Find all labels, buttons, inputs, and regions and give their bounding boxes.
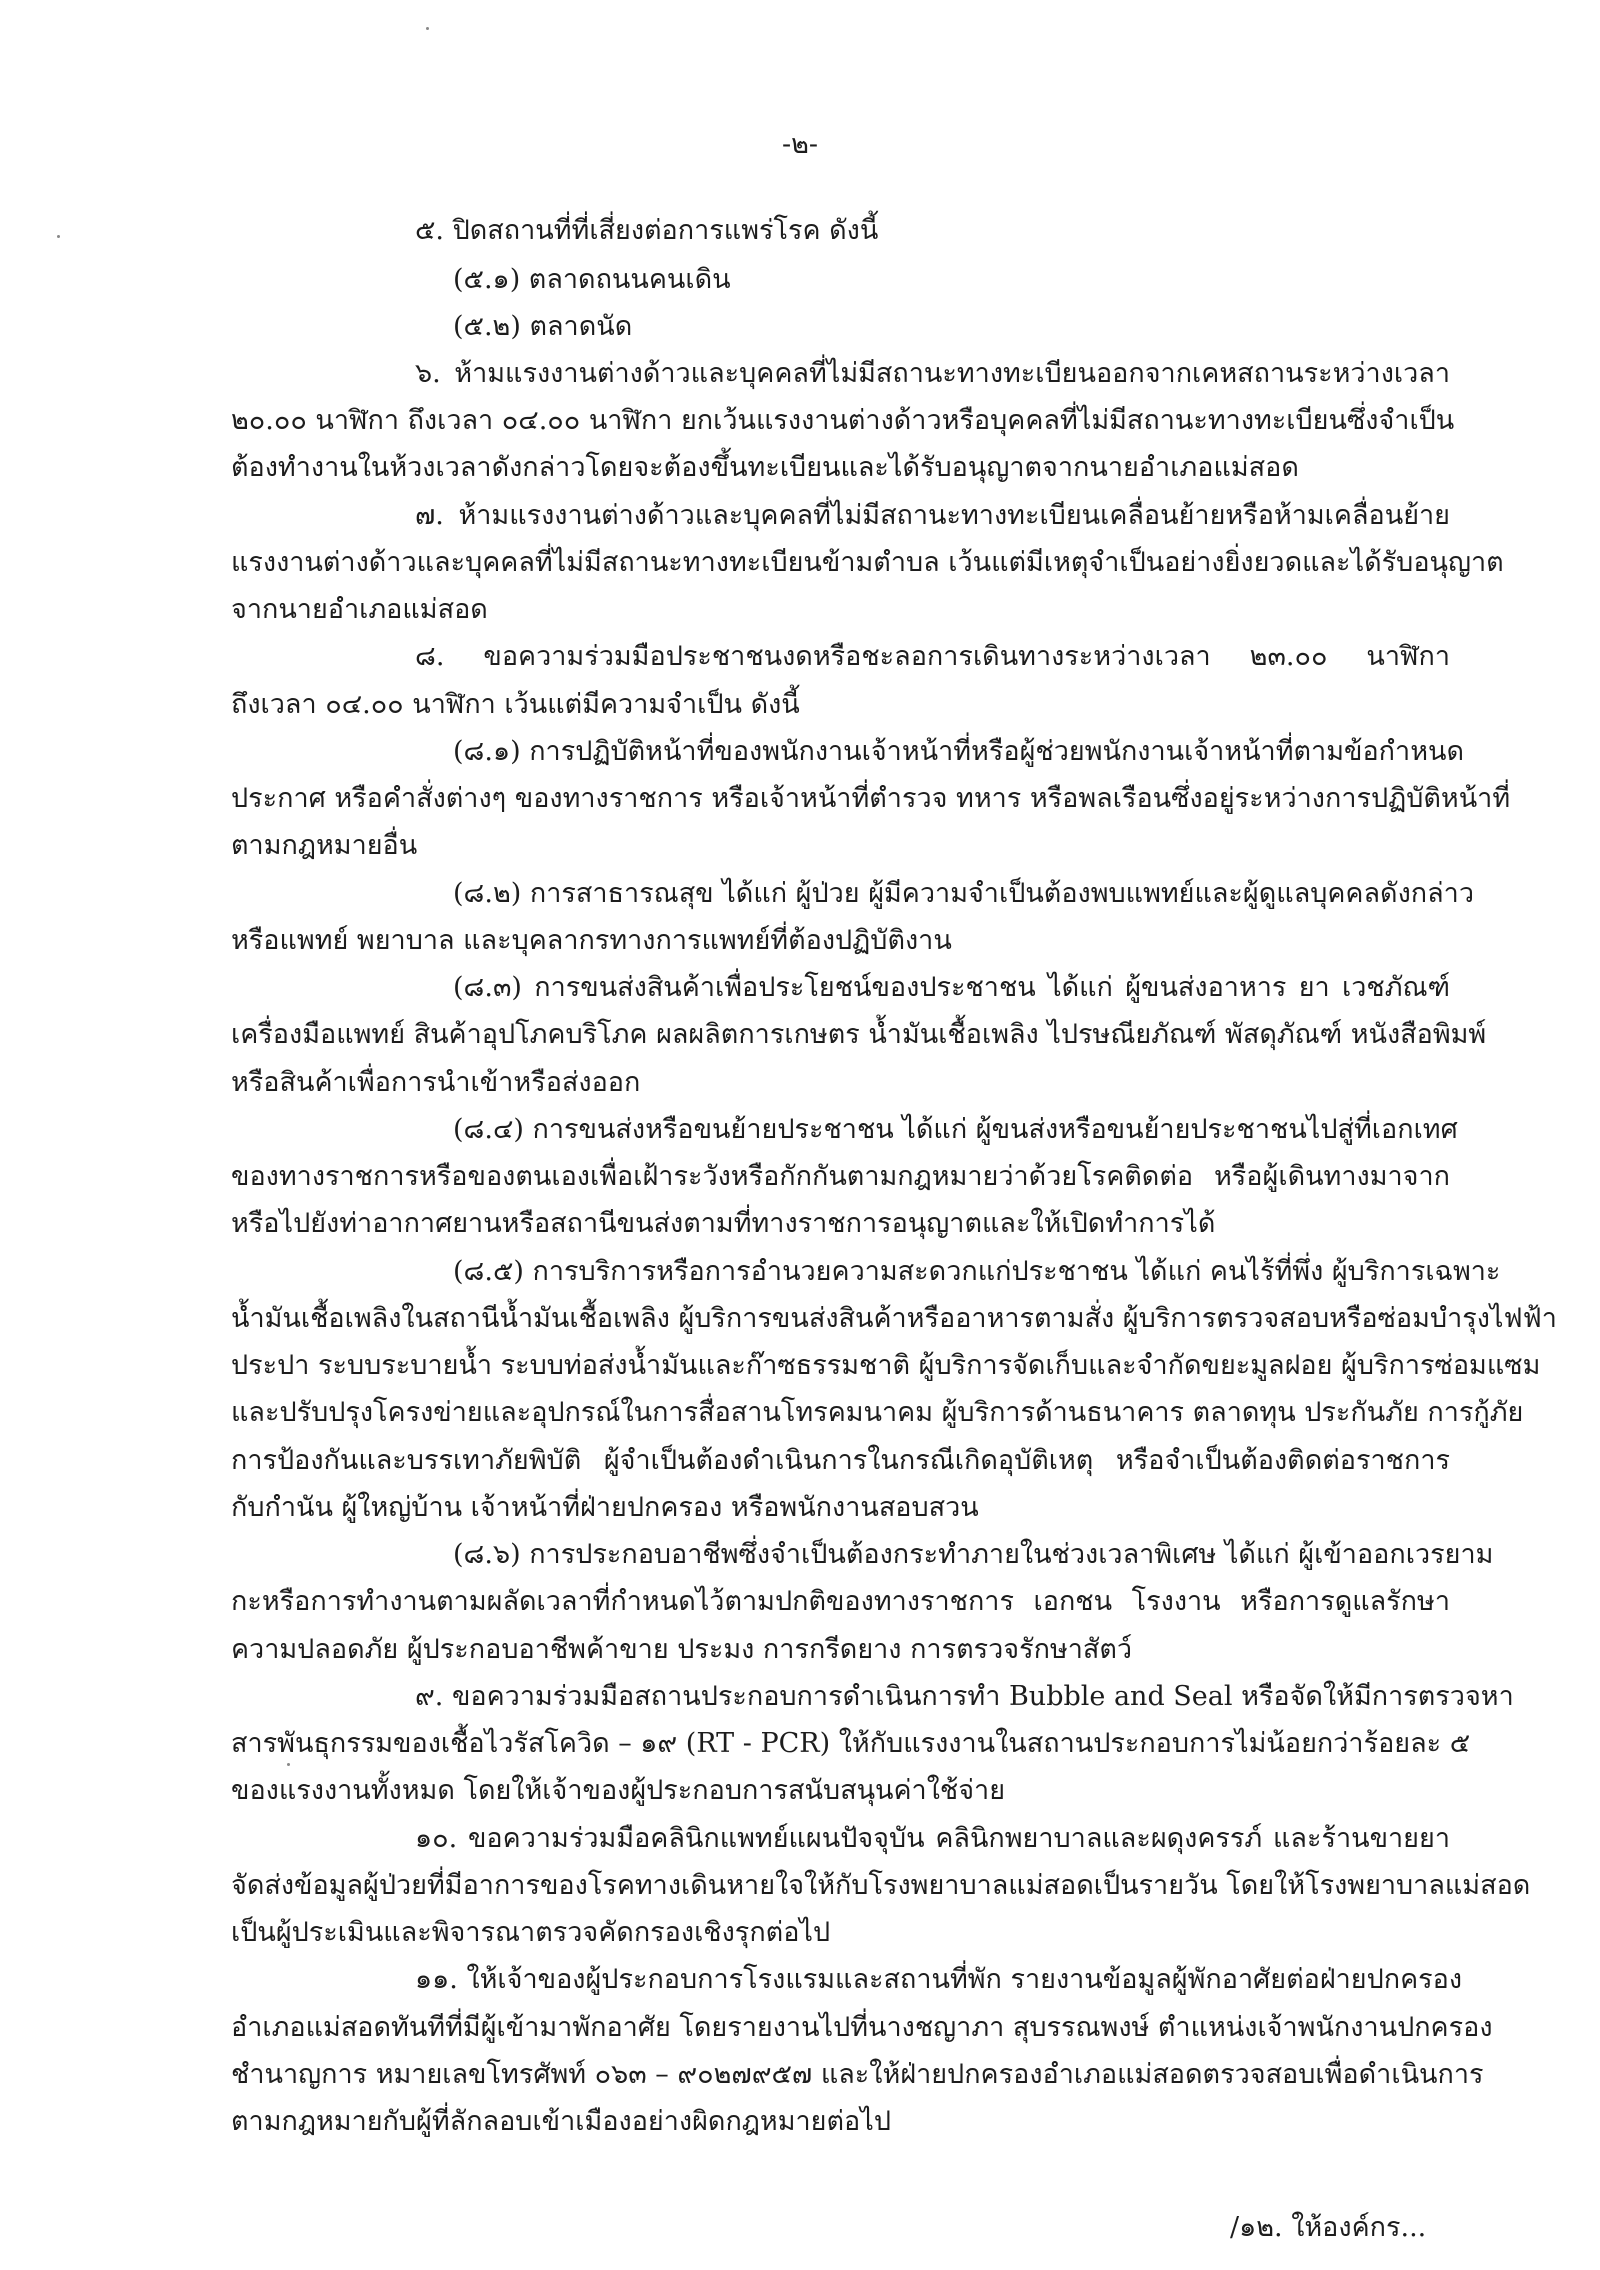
text-line: (๘.๒) การสาธารณสุข ได้แก่ ผู้ป่วย ผู้มีความจำเป็นต้องพบแพทย์และผู้ดูแลบุคคลดังกล่าว — [453, 878, 1474, 909]
text-line: ๙. ขอความร่วมมือสถานประกอบการดำเนินการทำ Bubble and Seal หรือจัดให้มีการตรวจหา — [415, 1681, 1514, 1712]
page-number: -๒- — [781, 129, 819, 160]
text-line: ความปลอดภัย ผู้ประกอบอาชีพค้าขาย ประมง การกรีดยาง การตรวจรักษาสัตว์ — [231, 1634, 1133, 1665]
text-line: หรือแพทย์ พยาบาล และบุคลากรทางการแพทย์ที่ต้องปฏิบัติงาน — [231, 925, 952, 956]
text-line: การป้องกันและบรรเทาภัยพิบัติ ผู้จำเป็นต้องดำเนินการในกรณีเกิดอุบัติเหตุ หรือจำเป็นต้องติดต่อราชการ — [231, 1445, 1450, 1476]
text-line: ของแรงงานทั้งหมด โดยให้เจ้าของผู้ประกอบการสนับสนุนค่าใช้จ่าย — [231, 1775, 1006, 1806]
text-line: (๘.๓) การขนส่งสินค้าเพื่อประโยชน์ของประชาชน ได้แก่ ผู้ขนส่งอาหาร ยา เวชภัณฑ์ — [453, 972, 1450, 1003]
text-line: ถึงเวลา ๐๔.๐๐ นาฬิกา เว้นแต่มีความจำเป็น ดังนี้ — [231, 689, 800, 720]
text-line: หรือไปยังท่าอากาศยานหรือสถานีขนส่งตามที่ทางราชการอนุญาตและให้เปิดทำการได้ — [231, 1208, 1216, 1239]
text-line: ต้องทำงานในห้วงเวลาดังกล่าวโดยจะต้องขึ้นทะเบียนและได้รับอนุญาตจากนายอำเภอแม่สอด — [231, 452, 1299, 483]
text-line: สารพันธุกรรมของเชื้อไวรัสโควิด – ๑๙ (RT - PCR) ให้กับแรงงานในสถานประกอบการไม่น้อยกว่าร้อยละ ๕ — [231, 1728, 1471, 1759]
text-line: ตามกฎหมายกับผู้ที่ลักลอบเข้าเมืองอย่างผิดกฎหมายต่อไป — [231, 2106, 891, 2137]
text-line: อำเภอแม่สอดทันทีที่มีผู้เข้ามาพักอาศัย โดยรายงานไปที่นางชญาภา สุบรรณพงษ์ ตำแหน่งเจ้าพนักงานปกครอง — [231, 2012, 1493, 2043]
continuation-marker: /๑๒. ให้องค์กร... — [1230, 2212, 1427, 2243]
text-line: (๘.๕) การบริการหรือการอำนวยความสะดวกแก่ประชาชน ได้แก่ คนไร้ที่พึ่ง ผู้บริการเฉพาะ — [453, 1256, 1501, 1287]
scan-speck — [426, 27, 429, 30]
text-line: เป็นผู้ประเมินและพิจารณาตรวจคัดกรองเชิงรุกต่อไป — [231, 1917, 831, 1948]
text-line: ชำนาญการ หมายเลขโทรศัพท์ ๐๖๓ – ๙๐๒๗๙๕๗ และให้ฝ่ายปกครองอำเภอแม่สอดตรวจสอบเพื่อดำเนินการ — [231, 2059, 1484, 2090]
text-line: (๕.๑) ตลาดถนนคนเดิน — [453, 264, 731, 295]
text-line: ๘. ขอความร่วมมือประชาชนงดหรือชะลอการเดินทางระหว่างเวลา ๒๓.๐๐ นาฬิกา — [415, 641, 1450, 672]
text-line: ๒๐.๐๐ นาฬิกา ถึงเวลา ๐๔.๐๐ นาฬิกา ยกเว้นแรงงานต่างด้าวหรือบุคคลที่ไม่มีสถานะทางทะเบียนซึ่งจำเป็น — [231, 405, 1455, 436]
text-line: ๕. ปิดสถานที่ที่เสี่ยงต่อการแพร่โรค ดังนี้ — [415, 215, 879, 246]
text-line: และปรับปรุงโครงข่ายและอุปกรณ์ในการสื่อสานโทรคมนาคม ผู้บริการด้านธนาคาร ตลาดทุน ประกันภัย การกู้ภัย — [231, 1397, 1524, 1428]
text-line: ๑๑. ให้เจ้าของผู้ประกอบการโรงแรมและสถานที่พัก รายงานข้อมูลผู้พักอาศัยต่อฝ่ายปกครอง — [415, 1964, 1463, 1995]
text-line: จากนายอำเภอแม่สอด — [231, 594, 488, 625]
text-line: ๗. ห้ามแรงงานต่างด้าวและบุคคลที่ไม่มีสถานะทางทะเบียนเคลื่อนย้ายหรือห้ามเคลื่อนย้าย — [415, 500, 1450, 531]
text-line: (๘.๖) การประกอบอาชีพซึ่งจำเป็นต้องกระทำภายในช่วงเวลาพิเศษ ได้แก่ ผู้เข้าออกเวรยาม — [453, 1539, 1494, 1570]
scan-speck — [57, 235, 60, 238]
scan-speck — [287, 1763, 290, 1766]
text-line: กะหรือการทำงานตามผลัดเวลาที่กำหนดไว้ตามปกติของทางราชการ เอกชน โรงงาน หรือการดูแลรักษา — [231, 1586, 1450, 1617]
text-line: ประกาศ หรือคำสั่งต่างๆ ของทางราชการ หรือเจ้าหน้าที่ตำรวจ ทหาร หรือพลเรือนซึ่งอยู่ระหว่างการปฏิบัติหน้าที่ — [231, 783, 1511, 814]
text-line: เครื่องมือแพทย์ สินค้าอุปโภคบริโภค ผลผลิตการเกษตร น้ำมันเชื้อเพลิง ไปรษณียภัณฑ์ พัสดุภัณฑ์ หนังสือพิมพ์ — [231, 1019, 1487, 1050]
text-line: น้ำมันเชื้อเพลิงในสถานีน้ำมันเชื้อเพลิง ผู้บริการขนส่งสินค้าหรืออาหารตามสั่ง ผู้บริการตรวจสอบหรือซ่อมบำรุงไฟฟ้า — [231, 1303, 1557, 1334]
text-line: (๘.๔) การขนส่งหรือขนย้ายประชาชน ได้แก่ ผู้ขนส่งหรือขนย้ายประชาชนไปสู่ที่เอกเทศ — [453, 1114, 1458, 1145]
text-line: ของทางราชการหรือของตนเองเพื่อเฝ้าระวังหรือกักกันตามกฎหมายว่าด้วยโรคติดต่อ หรือผู้เดินทางมาจาก — [231, 1161, 1450, 1192]
text-line: แรงงานต่างด้าวและบุคคลที่ไม่มีสถานะทางทะเบียนข้ามตำบล เว้นแต่มีเหตุจำเป็นอย่างยิ่งยวดและได้รับอนุญาต — [231, 547, 1504, 578]
text-line: ตามกฎหมายอื่น — [231, 830, 418, 861]
text-line: หรือสินค้าเพื่อการนำเข้าหรือส่งออก — [231, 1067, 641, 1098]
text-line: (๕.๒) ตลาดนัด — [453, 311, 633, 342]
text-line: กับกำนัน ผู้ใหญ่บ้าน เจ้าหน้าที่ฝ่ายปกครอง หรือพนักงานสอบสวน — [231, 1492, 979, 1523]
text-line: ๑๐. ขอความร่วมมือคลินิกแพทย์แผนปัจจุบัน คลินิกพยาบาลและผดุงครรภ์ และร้านขายยา — [415, 1823, 1450, 1854]
text-line: (๘.๑) การปฏิบัติหน้าที่ของพนักงานเจ้าหน้าที่หรือผู้ช่วยพนักงานเจ้าหน้าที่ตามข้อกำหนด — [453, 736, 1464, 767]
text-line: ประปา ระบบระบายน้ำ ระบบท่อส่งน้ำมันและก๊าซธรรมชาติ ผู้บริการจัดเก็บและจำกัดขยะมูลฝอย ผู้บริการซ่อมแซม — [231, 1350, 1541, 1381]
text-line: จัดส่งข้อมูลผู้ป่วยที่มีอาการของโรคทางเดินหายใจให้กับโรงพยาบาลแม่สอดเป็นรายวัน โดยให้โรงพยาบาลแม่สอด — [231, 1870, 1531, 1901]
text-line: ๖. ห้ามแรงงานต่างด้าวและบุคคลที่ไม่มีสถานะทางทะเบียนออกจากเคหสถานระหว่างเวลา — [415, 358, 1450, 389]
